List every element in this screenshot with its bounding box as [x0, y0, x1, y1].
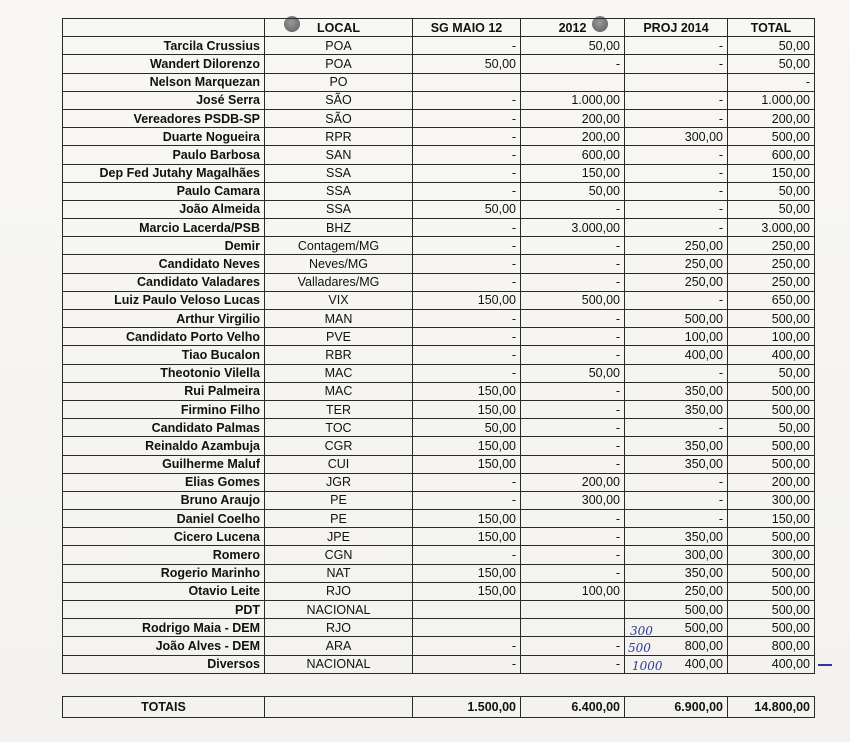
- cell-name: Theotonio Vilella: [63, 364, 265, 382]
- cell-local: MAN: [265, 310, 413, 328]
- cell-name: Tiao Bucalon: [63, 346, 265, 364]
- table-row: [63, 164, 815, 182]
- cell-sg: -: [413, 473, 521, 491]
- cell-sg: -: [413, 364, 521, 382]
- totals-row: [63, 697, 815, 718]
- cell-sg: -: [413, 237, 521, 255]
- cell-name: Duarte Nogueira: [63, 128, 265, 146]
- totals-sg-maio: 1.500,00: [413, 697, 521, 718]
- table-row: [63, 328, 815, 346]
- table-row: [63, 128, 815, 146]
- table-row: [63, 182, 815, 200]
- cell-local: MAC: [265, 364, 413, 382]
- cell-total: 250,00: [728, 255, 815, 273]
- cell-sg: -: [413, 219, 521, 237]
- cell-proj: -: [625, 219, 728, 237]
- cell-proj: 350,00: [625, 437, 728, 455]
- cell-name: Candidato Neves: [63, 255, 265, 273]
- table-row: [63, 291, 815, 309]
- cell-local: Valladares/MG: [265, 273, 413, 291]
- table-row: [63, 491, 815, 509]
- cell-y2012: -: [521, 310, 625, 328]
- cell-y2012: 600,00: [521, 146, 625, 164]
- cell-total: 500,00: [728, 128, 815, 146]
- cell-sg: 150,00: [413, 582, 521, 600]
- table-row: [63, 273, 815, 291]
- totals-2012: 6.400,00: [521, 697, 625, 718]
- cell-name: Firmino Filho: [63, 400, 265, 418]
- cell-name: Candidato Palmas: [63, 419, 265, 437]
- table-row: [63, 109, 815, 127]
- cell-sg: -: [413, 255, 521, 273]
- cell-sg: -: [413, 491, 521, 509]
- cell-name: Candidato Porto Velho: [63, 328, 265, 346]
- cell-total: 500,00: [728, 619, 815, 637]
- cell-name: Elias Gomes: [63, 473, 265, 491]
- cell-local: RJO: [265, 582, 413, 600]
- cell-y2012: -: [521, 419, 625, 437]
- cell-y2012: -: [521, 528, 625, 546]
- cell-y2012: -: [521, 255, 625, 273]
- cell-local: JPE: [265, 528, 413, 546]
- cell-local: RBR: [265, 346, 413, 364]
- cell-local: SSA: [265, 182, 413, 200]
- cell-name: Vereadores PSDB-SP: [63, 109, 265, 127]
- cell-total: 150,00: [728, 164, 815, 182]
- cell-y2012: 500,00: [521, 291, 625, 309]
- cell-total: 650,00: [728, 291, 815, 309]
- cell-local: ARA: [265, 637, 413, 655]
- table-row: [63, 219, 815, 237]
- cell-y2012: -: [521, 328, 625, 346]
- handwritten-note: 300: [630, 624, 653, 638]
- cell-sg: -: [413, 273, 521, 291]
- cell-proj: -: [625, 146, 728, 164]
- cell-y2012: 50,00: [521, 364, 625, 382]
- cell-local: Contagem/MG: [265, 237, 413, 255]
- cell-y2012: -: [521, 400, 625, 418]
- cell-y2012: 1.000,00: [521, 91, 625, 109]
- cell-y2012: -: [521, 55, 625, 73]
- cell-name: Nelson Marquezan: [63, 73, 265, 91]
- cell-local: SSA: [265, 200, 413, 218]
- cell-sg: 150,00: [413, 382, 521, 400]
- cell-proj: 500,00: [625, 619, 728, 637]
- cell-name: Paulo Camara: [63, 182, 265, 200]
- table-row: [63, 582, 815, 600]
- cell-sg: 150,00: [413, 564, 521, 582]
- cell-proj: -: [625, 91, 728, 109]
- table-row: [63, 437, 815, 455]
- totals-local: [265, 697, 413, 718]
- table-row: [63, 91, 815, 109]
- cell-proj: 350,00: [625, 564, 728, 582]
- cell-y2012: -: [521, 273, 625, 291]
- cell-total: 50,00: [728, 55, 815, 73]
- cell-proj: 350,00: [625, 455, 728, 473]
- cell-y2012: -: [521, 382, 625, 400]
- cell-proj: -: [625, 491, 728, 509]
- header-local: LOCAL: [265, 19, 413, 37]
- cell-y2012: 300,00: [521, 491, 625, 509]
- cell-total: 200,00: [728, 109, 815, 127]
- table-row: [63, 237, 815, 255]
- cell-local: RPR: [265, 128, 413, 146]
- cell-proj: -: [625, 182, 728, 200]
- cell-proj: 500,00: [625, 310, 728, 328]
- table-row: [63, 601, 815, 619]
- cell-sg: 150,00: [413, 455, 521, 473]
- cell-total: 500,00: [728, 400, 815, 418]
- table-row: [63, 637, 815, 655]
- table-row: [63, 510, 815, 528]
- cell-local: CUI: [265, 455, 413, 473]
- cell-y2012: -: [521, 546, 625, 564]
- table-row: [63, 473, 815, 491]
- cell-total: 50,00: [728, 37, 815, 55]
- cell-total: 500,00: [728, 528, 815, 546]
- cell-sg: -: [413, 164, 521, 182]
- cell-local: POA: [265, 55, 413, 73]
- cell-sg: -: [413, 182, 521, 200]
- cell-sg: -: [413, 310, 521, 328]
- cell-name: Rui Palmeira: [63, 382, 265, 400]
- cell-proj: -: [625, 109, 728, 127]
- cell-local: NAT: [265, 564, 413, 582]
- cell-total: 300,00: [728, 546, 815, 564]
- table-row: [63, 564, 815, 582]
- cell-y2012: -: [521, 510, 625, 528]
- cell-sg: [413, 601, 521, 619]
- cell-sg: -: [413, 655, 521, 673]
- cell-total: 150,00: [728, 510, 815, 528]
- cell-total: 500,00: [728, 582, 815, 600]
- cell-local: JGR: [265, 473, 413, 491]
- cell-proj: [625, 73, 728, 91]
- table-row: [63, 55, 815, 73]
- cell-total: 500,00: [728, 382, 815, 400]
- cell-proj: 400,00: [625, 655, 728, 673]
- cell-name: José Serra: [63, 91, 265, 109]
- cell-proj: -: [625, 55, 728, 73]
- cell-y2012: [521, 73, 625, 91]
- cell-local: RJO: [265, 619, 413, 637]
- cell-proj: -: [625, 510, 728, 528]
- cell-proj: 250,00: [625, 582, 728, 600]
- cell-total: 600,00: [728, 146, 815, 164]
- cell-sg: -: [413, 128, 521, 146]
- cell-sg: -: [413, 546, 521, 564]
- cell-sg: 150,00: [413, 400, 521, 418]
- cell-local: SÃO: [265, 91, 413, 109]
- cell-proj: 250,00: [625, 273, 728, 291]
- cell-name: João Almeida: [63, 200, 265, 218]
- cell-local: SAN: [265, 146, 413, 164]
- totals-proj-2014: 6.900,00: [625, 697, 728, 718]
- cell-name: Bruno Araujo: [63, 491, 265, 509]
- cell-local: PE: [265, 491, 413, 509]
- cell-proj: 350,00: [625, 400, 728, 418]
- table-row: [63, 310, 815, 328]
- cell-name: Otavio Leite: [63, 582, 265, 600]
- cell-proj: 300,00: [625, 128, 728, 146]
- cell-local: MAC: [265, 382, 413, 400]
- cell-y2012: [521, 601, 625, 619]
- header-row: [63, 19, 815, 37]
- cell-name: Dep Fed Jutahy Magalhães: [63, 164, 265, 182]
- totals-label: TOTAIS: [63, 697, 265, 718]
- cell-proj: 800,00: [625, 637, 728, 655]
- cell-total: 500,00: [728, 601, 815, 619]
- cell-name: Cicero Lucena: [63, 528, 265, 546]
- cell-local: PO: [265, 73, 413, 91]
- table-row: [63, 255, 815, 273]
- cell-total: 400,00: [728, 655, 815, 673]
- cell-local: SÃO: [265, 109, 413, 127]
- cell-sg: -: [413, 109, 521, 127]
- cell-proj: -: [625, 291, 728, 309]
- cell-total: 50,00: [728, 200, 815, 218]
- header-proj-2014: PROJ 2014: [625, 19, 728, 37]
- cell-name: Romero: [63, 546, 265, 564]
- cell-local: CGR: [265, 437, 413, 455]
- cell-name: Daniel Coelho: [63, 510, 265, 528]
- cell-local: PE: [265, 510, 413, 528]
- cell-local: Neves/MG: [265, 255, 413, 273]
- cell-local: CGN: [265, 546, 413, 564]
- cell-proj: 300,00: [625, 546, 728, 564]
- cell-local: SSA: [265, 164, 413, 182]
- cell-local: TOC: [265, 419, 413, 437]
- cell-name: Demir: [63, 237, 265, 255]
- totals-total: 14.800,00: [728, 697, 815, 718]
- cell-total: 400,00: [728, 346, 815, 364]
- cell-name: João Alves - DEM: [63, 637, 265, 655]
- table-row: [63, 546, 815, 564]
- table-row: [63, 37, 815, 55]
- cell-total: 250,00: [728, 237, 815, 255]
- cell-proj: -: [625, 164, 728, 182]
- cell-sg: -: [413, 91, 521, 109]
- cell-proj: -: [625, 200, 728, 218]
- cell-y2012: [521, 619, 625, 637]
- cell-total: 200,00: [728, 473, 815, 491]
- cell-sg: 50,00: [413, 55, 521, 73]
- cell-local: VIX: [265, 291, 413, 309]
- cell-sg: 150,00: [413, 528, 521, 546]
- cell-name: PDT: [63, 601, 265, 619]
- cell-sg: -: [413, 37, 521, 55]
- cell-y2012: 50,00: [521, 182, 625, 200]
- cell-y2012: -: [521, 637, 625, 655]
- cell-y2012: 3.000,00: [521, 219, 625, 237]
- table-row: [63, 382, 815, 400]
- cell-name: Rogerio Marinho: [63, 564, 265, 582]
- cell-name: Wandert Dilorenzo: [63, 55, 265, 73]
- cell-local: PVE: [265, 328, 413, 346]
- cell-local: POA: [265, 37, 413, 55]
- cell-total: 250,00: [728, 273, 815, 291]
- cell-proj: -: [625, 37, 728, 55]
- cell-y2012: -: [521, 455, 625, 473]
- cell-proj: 350,00: [625, 382, 728, 400]
- cell-proj: -: [625, 473, 728, 491]
- header-sg-maio: SG MAIO 12: [413, 19, 521, 37]
- table-row: [63, 364, 815, 382]
- cell-proj: -: [625, 419, 728, 437]
- table-row: [63, 346, 815, 364]
- cell-total: 300,00: [728, 491, 815, 509]
- table-row: [63, 200, 815, 218]
- cell-name: Paulo Barbosa: [63, 146, 265, 164]
- cell-y2012: 150,00: [521, 164, 625, 182]
- header-total: TOTAL: [728, 19, 815, 37]
- cell-y2012: -: [521, 564, 625, 582]
- cell-name: Candidato Valadares: [63, 273, 265, 291]
- cell-y2012: 100,00: [521, 582, 625, 600]
- cell-name: Guilherme Maluf: [63, 455, 265, 473]
- cell-total: 500,00: [728, 564, 815, 582]
- cell-proj: 250,00: [625, 255, 728, 273]
- totals-table: [62, 696, 815, 718]
- cell-total: 50,00: [728, 182, 815, 200]
- cell-y2012: -: [521, 200, 625, 218]
- cell-total: 50,00: [728, 419, 815, 437]
- table-row: [63, 146, 815, 164]
- cell-name: Luiz Paulo Veloso Lucas: [63, 291, 265, 309]
- table-row: [63, 73, 815, 91]
- cell-name: Rodrigo Maia - DEM: [63, 619, 265, 637]
- cell-y2012: 200,00: [521, 109, 625, 127]
- cell-local: BHZ: [265, 219, 413, 237]
- cell-sg: -: [413, 146, 521, 164]
- cell-y2012: -: [521, 237, 625, 255]
- cell-sg: 50,00: [413, 419, 521, 437]
- table-row: [63, 619, 815, 637]
- donations-table: [62, 18, 815, 674]
- cell-name: Arthur Virgilio: [63, 310, 265, 328]
- cell-proj: 500,00: [625, 601, 728, 619]
- cell-total: 50,00: [728, 364, 815, 382]
- cell-total: -: [728, 73, 815, 91]
- cell-sg: [413, 73, 521, 91]
- table-row: [63, 655, 815, 673]
- cell-y2012: -: [521, 655, 625, 673]
- cell-name: Diversos: [63, 655, 265, 673]
- cell-sg: -: [413, 328, 521, 346]
- table-row: [63, 455, 815, 473]
- header-name: [63, 19, 265, 37]
- cell-proj: -: [625, 364, 728, 382]
- handwritten-note: 1000: [632, 659, 663, 673]
- cell-y2012: 50,00: [521, 37, 625, 55]
- cell-total: 100,00: [728, 328, 815, 346]
- table-row: [63, 419, 815, 437]
- cell-sg: 150,00: [413, 437, 521, 455]
- cell-local: TER: [265, 400, 413, 418]
- cell-sg: 150,00: [413, 291, 521, 309]
- cell-name: Marcio Lacerda/PSB: [63, 219, 265, 237]
- cell-total: 500,00: [728, 455, 815, 473]
- cell-total: 800,00: [728, 637, 815, 655]
- cell-sg: [413, 619, 521, 637]
- cell-y2012: 200,00: [521, 128, 625, 146]
- cell-sg: -: [413, 346, 521, 364]
- cell-y2012: 200,00: [521, 473, 625, 491]
- cell-sg: 150,00: [413, 510, 521, 528]
- cell-name: Reinaldo Azambuja: [63, 437, 265, 455]
- cell-sg: 50,00: [413, 200, 521, 218]
- cell-sg: -: [413, 637, 521, 655]
- header-2012: 2012: [521, 19, 625, 37]
- cell-total: 500,00: [728, 310, 815, 328]
- handwritten-note: 500: [628, 641, 651, 655]
- cell-proj: 350,00: [625, 528, 728, 546]
- cell-proj: 100,00: [625, 328, 728, 346]
- cell-y2012: -: [521, 437, 625, 455]
- cell-total: 3.000,00: [728, 219, 815, 237]
- cell-local: NACIONAL: [265, 601, 413, 619]
- cell-proj: 250,00: [625, 237, 728, 255]
- cell-total: 1.000,00: [728, 91, 815, 109]
- cell-total: 500,00: [728, 437, 815, 455]
- table-row: [63, 400, 815, 418]
- table-row: [63, 528, 815, 546]
- handwritten-dash: [818, 664, 832, 666]
- cell-y2012: -: [521, 346, 625, 364]
- cell-local: NACIONAL: [265, 655, 413, 673]
- cell-proj: 400,00: [625, 346, 728, 364]
- cell-name: Tarcila Crussius: [63, 37, 265, 55]
